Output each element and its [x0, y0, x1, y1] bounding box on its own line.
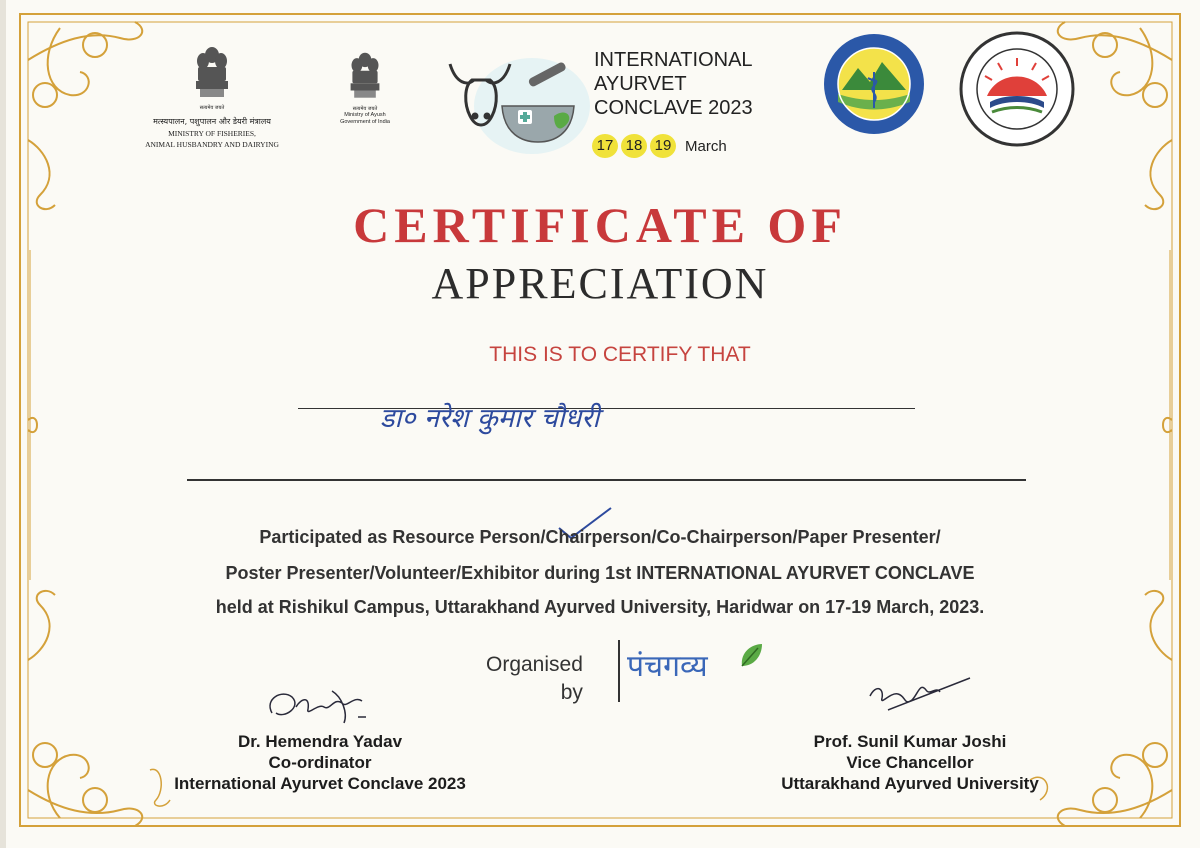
date-month: March [685, 137, 727, 155]
organised-by-label [486, 651, 583, 707]
left-signature [262, 683, 392, 731]
ayush-line-1: Ministry of Ayush [344, 112, 386, 118]
department-animal-husbandry-seal-icon [822, 32, 926, 136]
body-line-2: Poster Presenter/Volunteer/Exhibitor during 1st INTERNATIONAL AYURVET CONCLAVE [225, 563, 975, 583]
right-signatory-org: Uttarakhand Ayurved University [781, 774, 1039, 793]
body-line-1: Participated as Resource Person/Chairperson/Co-Chairperson/Paper Presenter/ [259, 527, 941, 547]
left-signatory-name: Dr. Hemendra Yadav [237, 732, 403, 751]
organiser-divider [618, 640, 620, 702]
conclave-title-line-2: AYURVET [594, 73, 687, 95]
left-signatory-role: Co-ordinator [268, 753, 372, 772]
organiser-logo: पंचगव्य [627, 649, 708, 684]
uttarakhand-ayurved-university-seal-icon [958, 30, 1076, 148]
ministry-english-line-1: MINISTRY OF FISHERIES, [168, 129, 256, 138]
right-signature [860, 670, 980, 720]
right-signatory-name: Prof. Sunil Kumar Joshi [813, 732, 1007, 751]
date-badge: 17 [592, 134, 618, 158]
blank-line [187, 479, 1026, 481]
ministry-hindi-name: मत्स्यपालन, पशुपालन और डेयरी मंत्रालय [153, 117, 271, 126]
conclave-title-line-3: CONCLAVE 2023 [594, 97, 753, 119]
date-badge: 19 [650, 134, 676, 158]
recipient-name: डा० नरेश कुमार चौधरी [380, 403, 600, 434]
certificate-subtitle: APPRECIATION [431, 259, 769, 308]
right-signatory-role: Vice Chancellor [846, 753, 974, 772]
right-signatory [760, 731, 1060, 794]
conclave-title [594, 48, 753, 120]
date-badge: 18 [621, 134, 647, 158]
leaf-icon [736, 640, 766, 670]
left-signatory [150, 731, 490, 794]
national-emblem-icon [347, 50, 383, 104]
ayush-line-2: Government of India [340, 119, 390, 125]
ministry-fisheries-logo [128, 45, 296, 149]
certificate-title: CERTIFICATE OF [353, 197, 847, 253]
ministry-english-line-2: ANIMAL HUSBANDRY AND DAIRYING [145, 140, 279, 149]
organised-label-line-1: Organised [486, 653, 583, 676]
left-signatory-org: International Ayurvet Conclave 2023 [174, 774, 466, 793]
certify-text: THIS IS TO CERTIFY THAT [489, 343, 751, 366]
organised-label-line-2: by [560, 681, 583, 704]
emblem-motto: सत्यमेव जयते [352, 106, 378, 112]
cow-mortar-pestle-icon [442, 46, 592, 156]
conclave-dates [592, 134, 727, 158]
conclave-title-line-1: INTERNATIONAL [594, 49, 753, 71]
national-emblem-icon [192, 45, 232, 103]
body-line-3: held at Rishikul Campus, Uttarakhand Ayurved University, Haridwar on 17-19 March, 2023. [215, 597, 985, 617]
ministry-ayush-logo [330, 50, 400, 126]
emblem-motto: सत्यमेव जयते [199, 105, 225, 111]
